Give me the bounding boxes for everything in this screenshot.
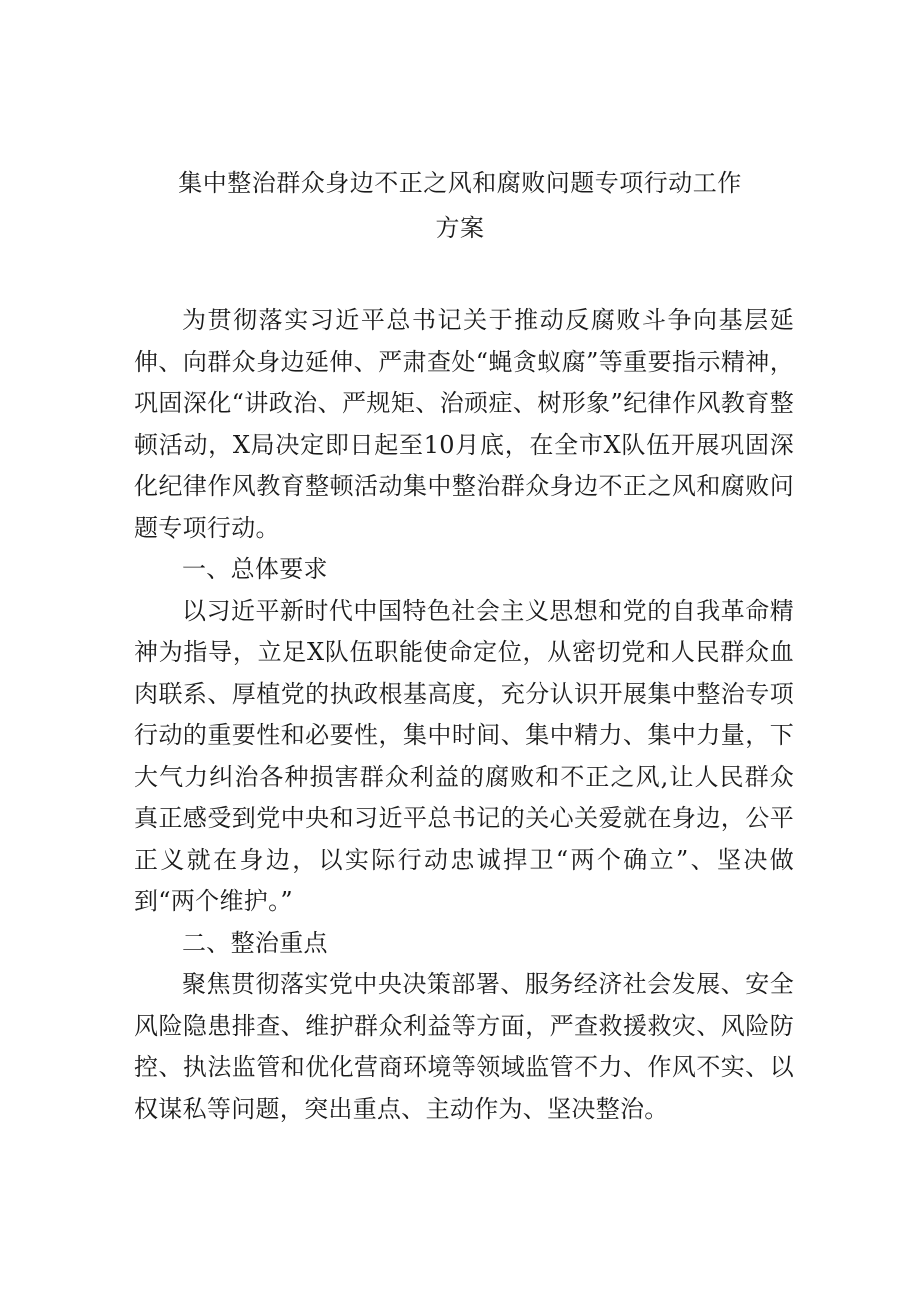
intro-paragraph: 为贯彻落实习近平总书记关于推动反腐败斗争向基层延伸、向群众身边延伸、严肃查处“蝇贪蚁腐”等重要指示精神，巩固深化“讲政治、严规矩、治顽症、树形象”纪律作风教育整顿活动，X局决定即日起至10月底，在全市X队伍开展巩固深化纪律作风教育整顿活动集中整治群众身边不正之风和腐败问题专项行动。	[134, 306, 794, 542]
document-title-line2: 方案	[435, 214, 485, 242]
general-requirements-paragraph: 以习近平新时代中国特色社会主义思想和党的自我革命精神为指导，立足X队伍职能使命定位，从密切党和人民群众血肉联系、厚植党的执政根基高度，充分认识开展集中整治专项行动的重要性和必要性，集中时间、集中精力、集中力量，下大气力纠治各种损害群众利益的腐败和不正之风,让人民群众真正感受到党中央和习近平总书记的关心关爱就在身边，公平正义就在身边，以实际行动忠诚捍卫“两个确立”、坚决做到“两个维护。”	[134, 596, 794, 915]
section-heading-general-requirements: 一、总体要求	[182, 555, 328, 583]
section-heading-rectification-focus: 二、整治重点	[182, 928, 328, 957]
rectification-focus-paragraph: 聚焦贯彻落实党中央决策部署、服务经济社会发展、安全风险隐患排查、维护群众利益等方面，严查救援救灾、风险防控、执法监管和优化营商环境等领域监管不力、作风不实、以权谋私等问题，突出重点、主动作为、坚决整治。	[134, 970, 794, 1123]
document-title-line1: 集中整治群众身边不正之风和腐败问题专项行动工作	[178, 169, 742, 197]
document-body	[134, 300, 794, 1130]
